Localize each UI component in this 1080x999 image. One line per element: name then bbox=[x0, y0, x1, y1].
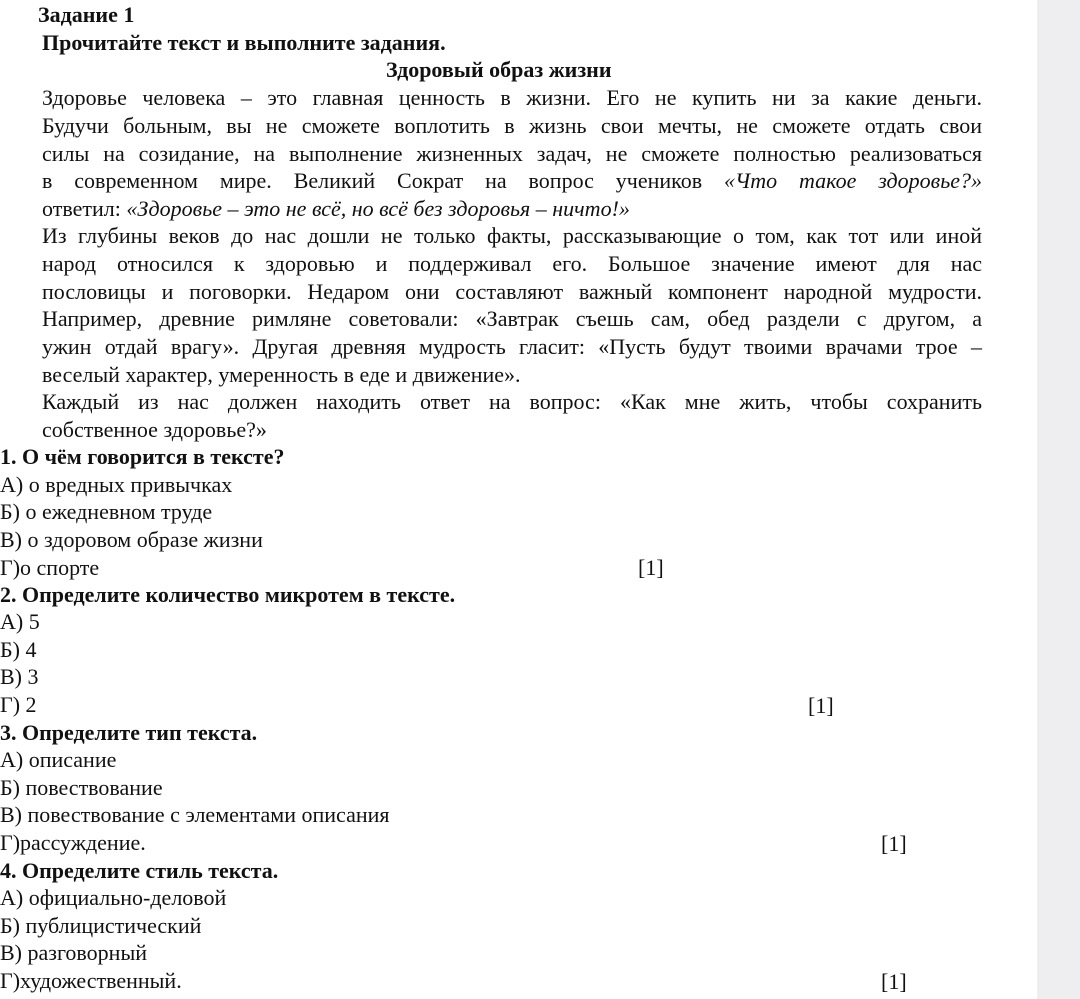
question-4-score: [1] bbox=[881, 969, 907, 994]
question-3-option-a: А) описание bbox=[0, 747, 117, 772]
paragraph1-line1: Здоровье человека – это главная ценность в жизни. Его не купить ни за какие деньги. bbox=[42, 85, 982, 110]
socrates-answer: «Здоровье – это не всё, но всё без здоровья – ничто!» bbox=[126, 196, 630, 221]
paragraph2-line2: народ относился к здоровью и поддерживал его. Большое значение имеют для нас bbox=[42, 251, 982, 276]
question-3-score: [1] bbox=[881, 831, 907, 856]
question-1-option-a: А) о вредных привычках bbox=[0, 472, 233, 497]
question-3-option-d: Г)рассуждение. bbox=[0, 830, 146, 855]
question-1-option-c: В) о здоровом образе жизни bbox=[0, 527, 263, 552]
question-4-title: 4. Определите стиль текста. bbox=[0, 858, 279, 883]
question-4-option-b: Б) публицистический bbox=[0, 913, 202, 938]
question-2-option-d: Г) 2 bbox=[0, 692, 37, 717]
socrates-question: «Что такое здоровье?» bbox=[724, 168, 983, 193]
question-4-option-c: В) разговорный bbox=[0, 940, 147, 965]
question-1-score: [1] bbox=[638, 555, 664, 580]
paragraph2-line1: Из глубины веков до нас дошли не только факты, рассказывающие о том, как тот или иной bbox=[42, 223, 982, 248]
question-1-title: 1. О чём говорится в тексте? bbox=[0, 444, 285, 469]
paragraph1-line5-plain: ответил: bbox=[42, 196, 121, 221]
question-2-title: 2. Определите количество микротем в тексте. bbox=[0, 582, 456, 607]
paragraph2-line3: пословицы и поговорки. Недаром они составляют важный компонент народной мудрости. bbox=[42, 279, 982, 304]
paragraph1-line4-plain: в современном мире. Великий Сократ на вопрос учеников bbox=[42, 168, 703, 193]
question-1-option-d: Г)о спорте bbox=[0, 555, 100, 580]
task-instruction: Прочитайте текст и выполните задания. bbox=[42, 30, 446, 55]
question-2-option-a: А) 5 bbox=[0, 609, 40, 634]
question-3-option-c: В) повествование с элементами описания bbox=[0, 802, 390, 827]
question-2-option-c: В) 3 bbox=[0, 664, 39, 689]
viewer-side-panel bbox=[1037, 0, 1080, 999]
question-4-option-d: Г)художественный. bbox=[0, 968, 182, 993]
paragraph2-line5: ужин отдай врагу». Другая древняя мудрость гласит: «Пусть будут твоими врачами трое – bbox=[42, 334, 982, 359]
paragraph1-line3: силы на созидание, на выполнение жизненных задач, не сможете полностью реализоваться bbox=[42, 141, 982, 166]
paragraph2-line4: Например, древние римляне советовали: «Завтрак съешь сам, обед раздели с другом, а bbox=[42, 306, 982, 331]
question-1-option-b: Б) о ежедневном труде bbox=[0, 499, 213, 524]
question-2-score: [1] bbox=[808, 693, 834, 718]
question-2-option-b: Б) 4 bbox=[0, 637, 37, 662]
paragraph1-line5 bbox=[42, 195, 630, 222]
question-3-title: 3. Определите тип текста. bbox=[0, 720, 258, 745]
text-title: Здоровый образ жизни bbox=[386, 57, 612, 82]
task-header: Задание 1 bbox=[38, 2, 135, 27]
paragraph2-line6: веселый характер, умеренность в еде и движение». bbox=[42, 362, 521, 387]
question-4-option-a: А) официально-деловой bbox=[0, 885, 227, 910]
paragraph1-line2: Будучи больным, вы не сможете воплотить в жизнь свои мечты, не сможете отдать свои bbox=[42, 113, 982, 138]
paragraph3-line1: Каждый из нас должен находить ответ на вопрос: «Как мне жить, чтобы сохранить bbox=[42, 389, 982, 414]
question-3-option-b: Б) повествование bbox=[0, 775, 163, 800]
paragraph3-line2: собственное здоровье?» bbox=[42, 417, 267, 442]
paragraph1-line4 bbox=[42, 167, 982, 194]
